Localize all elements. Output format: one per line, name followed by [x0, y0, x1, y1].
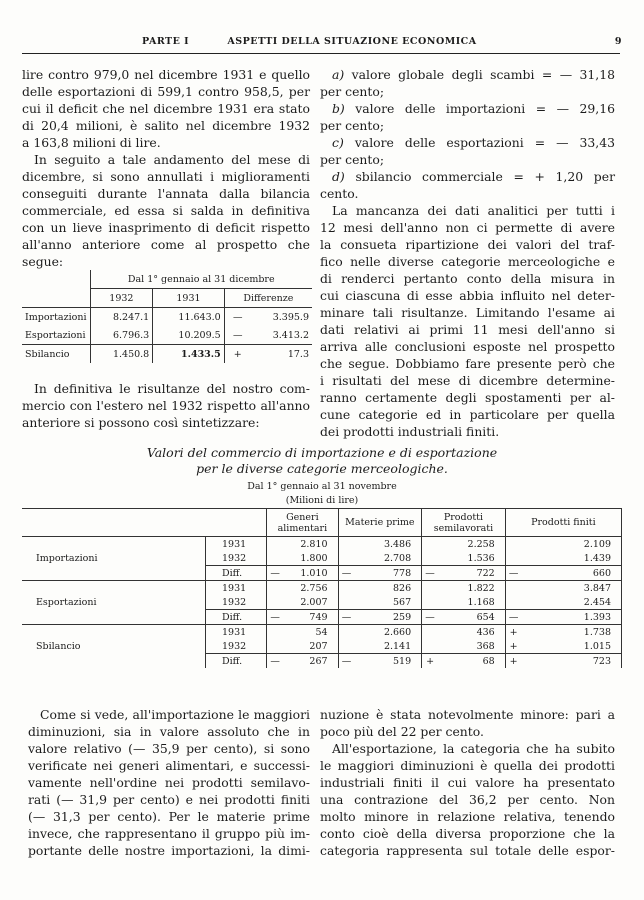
cell-sign	[267, 537, 283, 552]
item-line: per cento;	[320, 84, 384, 99]
text-line: conto cioè della diversa proporzione che la	[320, 826, 615, 841]
cell: 3.413.2	[272, 329, 309, 341]
summary-item	[320, 168, 615, 202]
row-year: 1932	[206, 595, 267, 610]
table-caption: per le diverse categorie merceologiche.	[196, 461, 448, 476]
table-row	[22, 625, 622, 640]
text-line: portante delle nostre importazioni, la dimi-	[28, 843, 310, 858]
item-text: valore delle importazioni = — 29,16	[355, 101, 615, 116]
text-line: valore relativo (— 35,9 per cento), si sono	[28, 741, 310, 756]
text-line: In definitiva le risultanze del nostro com-	[34, 381, 310, 396]
cell: 10.209.5	[153, 326, 224, 345]
header-section: PARTE I	[142, 36, 190, 47]
cell: 1.439	[522, 551, 622, 566]
bottom-right-text	[320, 706, 615, 859]
cell-sign: —	[338, 566, 354, 581]
item-letter: b)	[332, 101, 345, 116]
text-line: fico nelle diverse categorie merceologiche e	[320, 254, 615, 269]
cell: 1.800	[300, 552, 328, 564]
cell-sign: +	[505, 625, 521, 640]
column-header: 1931	[153, 289, 224, 308]
text-line: All'esportazione, la categoria che ha subito	[332, 741, 615, 756]
text-line: all'anno anteriore come al prospetto che	[22, 237, 310, 252]
text-line: con un lieve inasprimento di deficit rispetto	[22, 220, 310, 235]
text-line: diminuzioni, sia in valore assoluto che in	[28, 724, 310, 739]
text-line: le maggiori diminuzioni è quella dei prodotti	[320, 758, 615, 773]
cell-sign: —	[422, 566, 438, 581]
category-table	[22, 508, 622, 668]
cell-sign	[338, 537, 354, 552]
text-line: molto minore in relazione relativa, tenendo	[320, 809, 615, 824]
cell-sign: —	[267, 654, 283, 669]
left-column-text	[22, 66, 310, 270]
cell: 654	[476, 611, 495, 623]
text-line: cune categorie ed in particolare per quella	[320, 407, 615, 422]
text-line: che segue. Dobbiamo fare presente però che	[320, 356, 615, 371]
cell: 2.454	[522, 595, 622, 610]
table-period: Dal 1° gennaio al 31 dicembre	[90, 270, 312, 289]
cell: 2.258	[467, 538, 495, 550]
item-letter: c)	[332, 135, 344, 150]
text-line: verificate nei generi alimentari, e successi-	[28, 758, 310, 773]
text-line: arriva alle conclusioni esposte nel prospetto	[320, 339, 615, 354]
cell: 3.847	[522, 581, 622, 596]
row-group-label: Esportazioni	[36, 597, 97, 608]
row-group-label: Sbilancio	[36, 641, 81, 652]
cell-sign: +	[422, 654, 438, 669]
cell: 436	[476, 626, 495, 638]
header-title: ASPETTI DELLA SITUAZIONE ECONOMICA	[227, 36, 477, 47]
cell: 1.168	[467, 596, 495, 608]
text-line: mercio con l'estero nel 1932 rispetto all'anno	[22, 398, 310, 413]
text-line: rati (— 31,9 per cento) e nei prodotti finiti	[28, 792, 310, 807]
text-line: anteriore si possono così sintetizzare:	[22, 415, 260, 430]
row-year: Diff.	[206, 654, 267, 669]
row-year: 1931	[206, 581, 267, 596]
cell: 1.433.5	[153, 345, 224, 364]
item-line: per cento;	[320, 118, 384, 133]
text-line: dati relativi ai primi 11 mesi dell'anno si	[320, 322, 615, 337]
item-line	[320, 66, 615, 83]
text-line: nuzione è stata notevolmente minore: pari a	[320, 707, 615, 722]
cell: 6.796.3	[90, 326, 153, 345]
cell: 1.010	[300, 567, 328, 579]
cell-sign: —	[267, 566, 283, 581]
cell-sign	[267, 639, 283, 654]
text-line: industriali finiti il cui valore ha presentato	[320, 775, 615, 790]
cell-sign	[338, 625, 354, 640]
cell: 2.007	[300, 596, 328, 608]
row-year: 1931	[206, 537, 267, 552]
cell-sign	[422, 639, 438, 654]
cell: 3.486	[383, 538, 412, 550]
cell: 1.822	[467, 582, 495, 594]
item-line	[320, 168, 615, 185]
item-line: per cento;	[320, 152, 384, 167]
cell: 1.015	[522, 639, 622, 654]
cell-sign	[422, 595, 438, 610]
text-line: vamente nell'ordine nei prodotti semilavo-	[28, 775, 310, 790]
text-line: cui ciascuna di esse abbia influito nel deter-	[320, 288, 615, 303]
cell-sign: —	[338, 654, 354, 669]
text-line: ranno certamente degli spostamenti per al-	[320, 390, 615, 405]
cell: 722	[476, 567, 495, 579]
text-line: i risultati del mese di dicembre determine-	[320, 373, 615, 388]
cell: 8.247.1	[90, 308, 153, 327]
cell: 1.393	[522, 610, 622, 625]
cell: 11.643.0	[153, 308, 224, 327]
cell-sign	[505, 581, 521, 596]
cell: 2.141	[383, 640, 412, 652]
row-year: 1931	[206, 625, 267, 640]
row-label: Importazioni	[25, 311, 87, 323]
cell: 660	[522, 566, 622, 581]
text-line: una contrazione del 36,2 per cento. Non	[320, 792, 615, 807]
cell: 1.536	[467, 552, 495, 564]
cell: 749	[309, 611, 328, 623]
cell-sign	[267, 595, 283, 610]
cell-sign: —	[422, 610, 438, 625]
table-row	[22, 308, 312, 327]
table-row	[22, 345, 312, 364]
text-line: di 20,4 milioni, è salito nel dicembre 1932	[22, 118, 310, 133]
cell: 2.109	[522, 537, 622, 552]
item-text: sbilancio commerciale = + 1,20 per	[355, 169, 615, 184]
cell-sign: —	[224, 308, 251, 327]
item-letter: a)	[332, 67, 345, 82]
column-header: Materie prime	[338, 509, 422, 537]
text-line: categoria rappresenta sul totale delle espor-	[320, 843, 615, 858]
cell: 826	[393, 582, 412, 594]
left-column-after-table	[22, 380, 310, 431]
cell: 778	[393, 567, 412, 579]
text-line: dei prodotti industriali finiti.	[320, 424, 500, 439]
cell-sign	[338, 551, 354, 566]
cell: 723	[522, 654, 622, 669]
row-label: Esportazioni	[25, 329, 86, 341]
text-line: Come si vede, all'importazione le maggiori	[40, 707, 310, 722]
text-line: delle esportazioni di 599,1 contro 958,5, per	[22, 84, 310, 99]
cell-sign	[338, 581, 354, 596]
summary-item	[320, 66, 615, 100]
cell: 368	[476, 640, 495, 652]
column-header: Differenze	[224, 289, 312, 308]
right-column-text	[320, 66, 615, 440]
cell-sign	[505, 537, 521, 552]
row-year: 1932	[206, 639, 267, 654]
cell-sign: +	[505, 654, 521, 669]
cell-sign: +	[224, 345, 251, 364]
text-line: 12 mesi dell'anno non ci permette di avere	[320, 220, 615, 235]
cell-sign	[267, 625, 283, 640]
cell: 567	[393, 596, 412, 608]
cell-sign: —	[224, 326, 251, 345]
text-line: segue:	[22, 254, 64, 269]
item-text: valore globale degli scambi = — 31,18	[351, 67, 615, 82]
cell: 54	[315, 626, 328, 638]
table-period: Dal 1° gennaio al 31 novembre	[247, 481, 397, 492]
table-row	[22, 326, 312, 345]
item-text: valore delle esportazioni = — 33,43	[354, 135, 615, 150]
item-line: cento.	[320, 186, 359, 201]
cell: 68	[482, 655, 495, 667]
table-caption: Valori del commercio di importazione e di esportazione	[146, 445, 498, 460]
cell-sign	[338, 639, 354, 654]
cell-sign: +	[505, 639, 521, 654]
cell-sign	[422, 625, 438, 640]
text-line: (— 31,3 per cento). Per le materie prime	[28, 809, 310, 824]
text-line: conseguiti durante l'annata dalla bilancia	[22, 186, 310, 201]
cell-sign	[422, 581, 438, 596]
table-row	[22, 581, 622, 596]
cell: 207	[309, 640, 328, 652]
cell-sign: —	[505, 610, 521, 625]
text-line: la consueta ripartizione dei valori del traf-	[320, 237, 615, 252]
column-header: Prodotti semilavorati	[422, 509, 506, 537]
text-line: In seguito a tale andamento del mese di	[34, 152, 310, 167]
cell: 1.450.8	[90, 345, 153, 364]
text-line: dicembre, si sono annullati i miglioramenti	[22, 169, 310, 184]
summary-item	[320, 134, 615, 168]
column-header: Generi alimentari	[267, 509, 338, 537]
running-header	[22, 36, 622, 50]
cell: 267	[309, 655, 328, 667]
cell-sign: —	[338, 610, 354, 625]
cell-sign	[505, 595, 521, 610]
column-header: Prodotti finiti	[505, 509, 621, 537]
text-line: La mancanza dei dati analitici per tutti i	[332, 203, 615, 218]
row-label: Sbilancio	[25, 348, 70, 360]
cell: 2.810	[300, 538, 328, 550]
cell: 519	[393, 655, 412, 667]
text-line: invece, che rappresentano il gruppo più im-	[28, 826, 310, 841]
cell: 259	[393, 611, 412, 623]
cell: 2.708	[383, 552, 412, 564]
text-line: minare tali risultanze. Limitando l'esame ai	[320, 305, 615, 320]
item-letter: d)	[332, 169, 345, 184]
row-year: Diff.	[206, 566, 267, 581]
cell-sign	[422, 537, 438, 552]
row-year: Diff.	[206, 610, 267, 625]
row-group-label: Importazioni	[36, 553, 98, 564]
cell: 2.756	[300, 582, 328, 594]
item-line	[320, 100, 615, 117]
text-line: a 163,8 milioni di lire.	[22, 135, 161, 150]
row-year: 1932	[206, 551, 267, 566]
cell-sign: —	[505, 566, 521, 581]
cell-sign	[267, 551, 283, 566]
column-header: 1932	[90, 289, 153, 308]
cell-sign	[267, 581, 283, 596]
text-line: cui il deficit che nel dicembre 1931 era stato	[22, 101, 310, 116]
annual-summary-table	[22, 270, 312, 363]
paragraph	[320, 202, 615, 440]
bottom-left-text	[28, 706, 310, 859]
cell-sign	[422, 551, 438, 566]
cell-sign	[505, 551, 521, 566]
page-number: 9	[614, 36, 622, 47]
text-line: commerciale, ed essa si salda in definitiva	[22, 203, 310, 218]
text-line: poco più del 22 per cento.	[320, 724, 484, 739]
cell: 3.395.9	[272, 311, 309, 323]
cell: 1.738	[522, 625, 622, 640]
text-line: lire contro 979,0 nel dicembre 1931 e quello	[22, 67, 310, 82]
cell-sign: —	[267, 610, 283, 625]
table-unit: (Milioni di lire)	[285, 495, 359, 506]
text-line: di renderci pertanto conto della misura in	[320, 271, 615, 286]
header-rule	[22, 53, 620, 54]
cell: 2.660	[383, 626, 412, 638]
table-row	[22, 537, 622, 552]
item-line	[320, 134, 615, 151]
cell: 17.3	[287, 348, 309, 360]
cell-sign	[338, 595, 354, 610]
summary-item	[320, 100, 615, 134]
